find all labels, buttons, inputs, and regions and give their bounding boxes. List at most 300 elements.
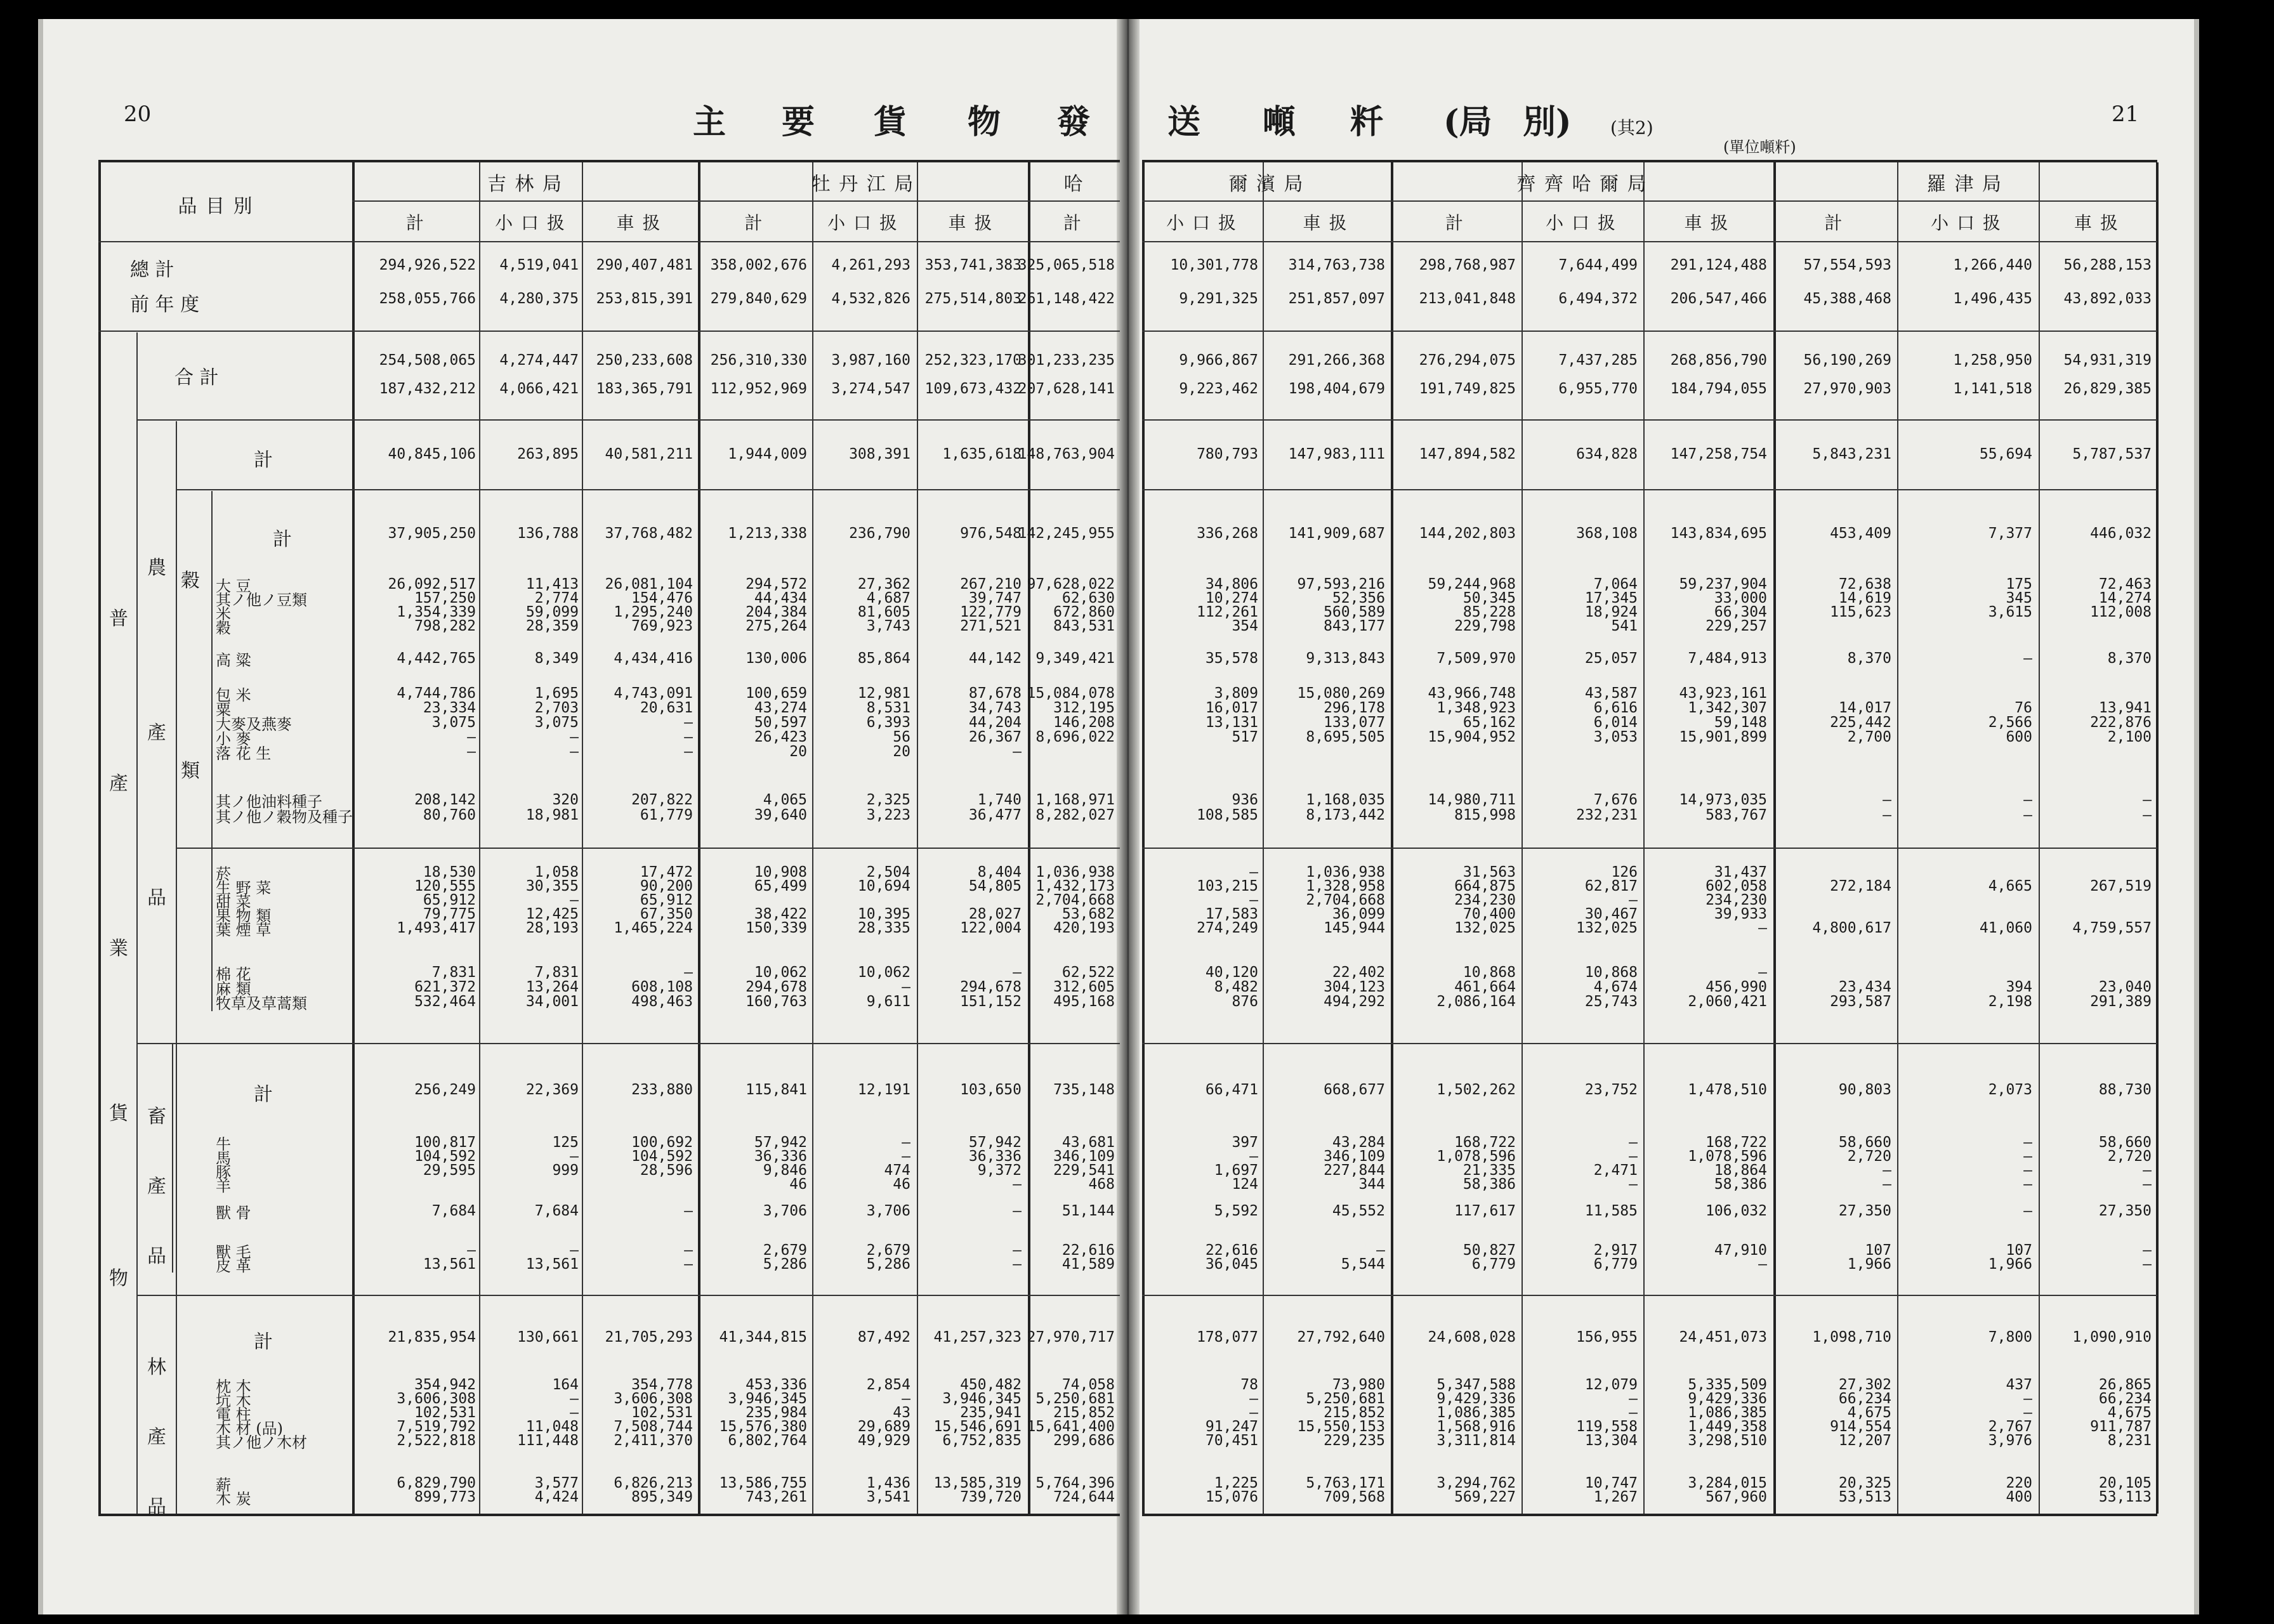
cell-rice: 18,924 (1584, 604, 1638, 620)
cell-sleeper: 453,336 (746, 1377, 807, 1393)
cell-othergrain: 108,585 (1197, 807, 1258, 823)
station-header-ha: 哈 (1063, 173, 1084, 195)
cell-hide: — (2143, 1256, 2152, 1273)
cell-grand_total: 56,288,153 (2063, 257, 2152, 273)
cell-hay: 9,611 (866, 993, 910, 1010)
cell-veg: 10,694 (857, 878, 910, 894)
row-label-grand-total: 總 計 (130, 259, 174, 281)
cell-wool: 50,827 (1462, 1242, 1516, 1259)
item-label: 木 炭 (216, 1490, 251, 1508)
cell-grand_total: 358,002,676 (710, 257, 807, 273)
cell-rice: 672,860 (1053, 604, 1115, 620)
cell-agri_total: 1,635,618 (942, 446, 1022, 462)
sub-header-small: 小 口 扱 (1546, 213, 1617, 233)
cell-forest_total: 27,970,717 (1027, 1329, 1115, 1346)
cell-fruit: 12,425 (525, 906, 579, 922)
cell-veg: 4,665 (1988, 878, 2032, 894)
cell-veg: 54,805 (968, 878, 1022, 894)
cell-beet: 65,912 (423, 892, 476, 908)
cell-kui: 17,472 (640, 864, 693, 881)
cell-pole: 102,531 (631, 1405, 693, 1421)
cell-hay: 151,152 (960, 993, 1022, 1010)
cell-pit: — (902, 1391, 910, 1407)
cell-soy: 7,064 (1593, 576, 1638, 593)
cell-livestock_total: 115,841 (746, 1082, 807, 1098)
cell-grain: 3,743 (866, 618, 910, 634)
cell-corn: 12,981 (857, 685, 910, 702)
cell-timber: 15,550,153 (1297, 1418, 1385, 1435)
cell-kui: 31,437 (1714, 864, 1767, 881)
cell-wheat: 600 (2006, 729, 2032, 745)
cell-prev_year: 6,494,372 (1558, 291, 1638, 307)
item-label: 其ノ他ノ木材 (216, 1434, 307, 1451)
cell-grand_total: 353,741,383 (924, 257, 1022, 273)
cell-sleeper: 164 (552, 1377, 579, 1393)
cell-hemp: 294,678 (746, 979, 807, 995)
unit-note: (單位噸粁) (1723, 138, 1796, 156)
cell-agri_total: 147,983,111 (1288, 446, 1385, 462)
cell-corn: 43,923,161 (1679, 685, 1767, 702)
cell-beet: 2,704,668 (1306, 892, 1385, 908)
cell-soy: 26,081,104 (605, 576, 693, 593)
cell-cotton: — (1013, 964, 1022, 981)
cell-corn: 43,587 (1584, 685, 1638, 702)
cell-wheat: 2,700 (1847, 729, 1891, 745)
cell-barley: 50,597 (754, 714, 807, 731)
sub-header-small: 小 口 扱 (1931, 213, 2002, 233)
cell-barley: 225,442 (1830, 714, 1891, 731)
cell-millet: 8,531 (866, 700, 910, 716)
cell-pulse: 14,274 (2098, 590, 2152, 606)
item-label: 其ノ他ノ豆類 (216, 591, 307, 609)
side-label-char: 類 (181, 760, 200, 782)
cell-soy: 72,638 (1838, 576, 1891, 593)
cell-cereal_total: 446,032 (2090, 525, 2152, 542)
cell-forest_total: 130,661 (517, 1329, 579, 1346)
cell-timber: 15,576,380 (719, 1418, 807, 1435)
cell-hay: 495,168 (1053, 993, 1115, 1010)
cell-cereal_total: 453,409 (1830, 525, 1891, 542)
cell-horse: 36,336 (754, 1148, 807, 1165)
cell-agri_total: 5,787,537 (2072, 446, 2152, 462)
cell-pit: 5,250,681 (1035, 1391, 1115, 1407)
cell-cattle: — (2023, 1134, 2032, 1151)
cell-pole: 43 (893, 1405, 910, 1421)
cell-charcoal: 400 (2006, 1489, 2032, 1505)
cell-othergrain: 61,779 (640, 807, 693, 823)
cell-kui: — (1249, 864, 1258, 881)
side-label-char: 品 (147, 1245, 166, 1267)
cell-grain: 229,257 (1705, 618, 1767, 634)
cell-kui: 31,563 (1462, 864, 1516, 881)
cell-timber: 7,519,792 (397, 1418, 476, 1435)
cell-timber: 7,508,744 (614, 1418, 693, 1435)
cell-firewood: 20,325 (1838, 1475, 1891, 1491)
cell-othertimber: 229,235 (1324, 1432, 1385, 1449)
station-header-luojin: 羅 津 局 (1926, 173, 2003, 195)
cell-cotton: 7,831 (431, 964, 476, 981)
cell-hide: 1,966 (1988, 1256, 2032, 1273)
cell-millet: 76 (2014, 700, 2032, 716)
cell-charcoal: 15,076 (1205, 1489, 1258, 1505)
cell-soy: 27,362 (857, 576, 910, 593)
cell-millet: 23,334 (423, 700, 476, 716)
item-label: 葉 煙 草 (216, 921, 272, 939)
cell-hemp: 13,264 (525, 979, 579, 995)
cell-timber: 11,048 (525, 1418, 579, 1435)
cell-hemp: 23,040 (2098, 979, 2152, 995)
cell-soy: 97,593,216 (1297, 576, 1385, 593)
cell-pulse: 14,619 (1838, 590, 1891, 606)
cell-sorghum: 7,484,913 (1688, 650, 1767, 667)
cell-barley: 3,075 (431, 714, 476, 731)
cell-wheat: 3,053 (1593, 729, 1638, 745)
cell-grand_total: 7,644,499 (1558, 257, 1638, 273)
cell-corn: 43,966,748 (1428, 685, 1516, 702)
cell-combined_b: 27,970,903 (1803, 381, 1891, 397)
cell-pit: 3,606,308 (397, 1391, 476, 1407)
cell-hemp: 394 (2006, 979, 2032, 995)
cell-wool: — (1013, 1242, 1022, 1259)
cell-sheep: 46 (893, 1176, 910, 1193)
cell-grand_total: 325,065,518 (1018, 257, 1115, 273)
cell-grand_total: 294,926,522 (379, 257, 476, 273)
cell-timber: 1,449,358 (1688, 1418, 1767, 1435)
cell-forest_total: 1,090,910 (2072, 1329, 2152, 1346)
cell-wheat: — (570, 729, 579, 745)
cell-combined_b: 109,673,432 (924, 381, 1022, 397)
cell-rice: 560,589 (1324, 604, 1385, 620)
cell-veg: 267,519 (2090, 878, 2152, 894)
cell-barley: 6,014 (1593, 714, 1638, 731)
cell-soy: 267,210 (960, 576, 1022, 593)
cell-pig: — (1883, 1162, 1891, 1179)
cell-othergrain: 18,981 (525, 807, 579, 823)
cell-agri_total: 263,895 (517, 446, 579, 462)
cell-millet: 20,631 (640, 700, 693, 716)
side-label-char: 普 (109, 608, 128, 630)
cell-sorghum: 44,142 (968, 650, 1022, 667)
cell-combined_a: 56,190,269 (1803, 352, 1891, 369)
sub-header-car: 車 扱 (616, 213, 662, 233)
cell-cattle: 57,942 (754, 1134, 807, 1151)
cell-millet: 312,195 (1053, 700, 1115, 716)
cell-barley: 3,075 (534, 714, 579, 731)
side-label-char: 畜 (147, 1106, 166, 1128)
cell-combined_b: 112,952,969 (710, 381, 807, 397)
cell-othergrain: 815,998 (1454, 807, 1516, 823)
cell-wool: 22,616 (1205, 1242, 1258, 1259)
cell-pole: 102,531 (414, 1405, 476, 1421)
cell-pole: 1,086,385 (1436, 1405, 1516, 1421)
cell-millet: 6,616 (1593, 700, 1638, 716)
cell-rice: 59,099 (525, 604, 579, 620)
cell-oilseed: 320 (552, 792, 579, 808)
cell-agri_total: 308,391 (849, 446, 910, 462)
cell-cotton: 10,062 (754, 964, 807, 981)
cell-oilseed: 208,142 (414, 792, 476, 808)
cell-rice: 122,779 (960, 604, 1022, 620)
cell-millet: 296,178 (1324, 700, 1385, 716)
cell-hide: 13,561 (423, 1256, 476, 1273)
cell-horse: 2,720 (1847, 1148, 1891, 1165)
cell-firewood: 10,747 (1584, 1475, 1638, 1491)
cell-horse: 2,720 (2107, 1148, 2152, 1165)
cell-fruit: 70,400 (1462, 906, 1516, 922)
cell-pit: — (570, 1391, 579, 1407)
cell-othertimber: 299,686 (1053, 1432, 1115, 1449)
cell-pulse: 50,345 (1462, 590, 1516, 606)
cell-fruit: 53,682 (1061, 906, 1115, 922)
cell-pole: 215,852 (1053, 1405, 1115, 1421)
cell-livestock_total: 90,803 (1838, 1082, 1891, 1098)
cell-tobacco: 132,025 (1454, 920, 1516, 936)
cell-tobacco: 1,493,417 (397, 920, 476, 936)
cell-timber: 911,787 (2090, 1418, 2152, 1435)
cell-firewood: 1,436 (866, 1475, 910, 1491)
cell-combined_b: 191,749,825 (1419, 381, 1516, 397)
item-label: 馬 (216, 1149, 231, 1167)
cell-beet: 65,912 (640, 892, 693, 908)
cell-forest_total: 41,344,815 (719, 1329, 807, 1346)
cell-soy: 34,806 (1205, 576, 1258, 593)
cell-sleeper: 74,058 (1061, 1377, 1115, 1393)
cell-firewood: 1,225 (1214, 1475, 1258, 1491)
cell-firewood: 3,284,015 (1688, 1475, 1767, 1491)
cell-cotton: 22,402 (1332, 964, 1385, 981)
cell-othertimber: 12,207 (1838, 1432, 1891, 1449)
cell-grain: 843,531 (1053, 618, 1115, 634)
cell-cattle: 397 (1232, 1134, 1258, 1151)
cell-pig: 229,541 (1053, 1162, 1115, 1179)
cell-othertimber: 3,976 (1988, 1432, 2032, 1449)
cell-wool: — (570, 1242, 579, 1259)
cell-timber: 914,554 (1830, 1418, 1891, 1435)
cell-kui: 1,036,938 (1306, 864, 1385, 881)
cell-charcoal: 709,568 (1324, 1489, 1385, 1505)
cell-bone: 11,585 (1584, 1203, 1638, 1219)
cell-charcoal: 743,261 (746, 1489, 807, 1505)
cell-tobacco: 28,193 (525, 920, 579, 936)
cell-bone: 5,592 (1214, 1203, 1258, 1219)
cell-charcoal: 4,424 (534, 1489, 579, 1505)
item-label: 小 麥 (216, 730, 251, 748)
cell-pole: 4,675 (1847, 1405, 1891, 1421)
cell-veg: 65,499 (754, 878, 807, 894)
cell-veg: 1,328,958 (1306, 878, 1385, 894)
cell-grain: 271,521 (960, 618, 1022, 634)
sub-header-car: 車 扱 (1303, 213, 1348, 233)
cell-rice: 1,295,240 (614, 604, 693, 620)
cell-oilseed: 207,822 (631, 792, 693, 808)
cell-othergrain: 8,173,442 (1306, 807, 1385, 823)
cell-hemp: 461,664 (1454, 979, 1516, 995)
cell-cotton: 7,831 (534, 964, 579, 981)
cell-combined_a: 256,310,330 (710, 352, 807, 369)
cell-cereal_total: 37,905,250 (388, 525, 476, 542)
cell-prev_year: 279,840,629 (710, 291, 807, 307)
sub-header-small: 小 口 扱 (827, 213, 898, 233)
cell-bone: 27,350 (2098, 1203, 2152, 1219)
item-label: 木 材 (品) (216, 1420, 283, 1437)
cell-sheep: 344 (1358, 1176, 1385, 1193)
cell-livestock_total: 12,191 (857, 1082, 910, 1098)
cell-firewood: 5,764,396 (1035, 1475, 1115, 1491)
cell-grain: 843,177 (1324, 618, 1385, 634)
cell-othertimber: 111,448 (517, 1432, 579, 1449)
cell-pulse: 62,630 (1061, 590, 1115, 606)
cell-peanut: — (1013, 743, 1022, 760)
cell-veg: 602,058 (1705, 878, 1767, 894)
cell-tobacco: 145,944 (1324, 920, 1385, 936)
cell-kui: 2,504 (866, 864, 910, 881)
title-char: 粁 (1350, 103, 1384, 141)
cell-prev_year: 9,291,325 (1179, 291, 1258, 307)
cell-agri_total: 780,793 (1197, 446, 1258, 462)
item-label: 生 野 菜 (216, 879, 272, 897)
cell-corn: 100,659 (746, 685, 807, 702)
cell-wool: 22,616 (1061, 1242, 1115, 1259)
cell-barley: 13,131 (1205, 714, 1258, 731)
title-char: (局 (1443, 103, 1492, 141)
side-label-char: 產 (147, 722, 166, 744)
cell-fruit: 17,583 (1205, 906, 1258, 922)
cell-hay: 2,086,164 (1436, 993, 1516, 1010)
right-page-edge (2194, 19, 2199, 1614)
cell-livestock_total: 66,471 (1205, 1082, 1258, 1098)
cell-forest_total: 41,257,323 (933, 1329, 1022, 1346)
cell-wheat: 8,695,505 (1306, 729, 1385, 745)
cell-livestock_total: 233,880 (631, 1082, 693, 1098)
cell-oilseed: 14,980,711 (1428, 792, 1516, 808)
cell-pig: 999 (552, 1162, 579, 1179)
cell-tobacco: 4,800,617 (1812, 920, 1891, 936)
cell-grand_total: 10,301,778 (1170, 257, 1258, 273)
cell-beet: — (1249, 892, 1258, 908)
cell-sleeper: 26,865 (2098, 1377, 2152, 1393)
cell-combined_a: 9,966,867 (1179, 352, 1258, 369)
cell-cotton: 10,062 (857, 964, 910, 981)
cell-sleeper: 450,482 (960, 1377, 1022, 1393)
station-header-qiqihar: 齊 齊 哈 爾 局 (1516, 173, 1648, 195)
cell-pole: — (1629, 1405, 1638, 1421)
cell-timber: 15,546,691 (933, 1418, 1022, 1435)
cell-fruit: 67,350 (640, 906, 693, 922)
cell-wool: 107 (2006, 1242, 2032, 1259)
item-label: 高 粱 (216, 652, 251, 669)
cell-combined_a: 252,323,170 (924, 352, 1022, 369)
cell-cattle: — (1629, 1134, 1638, 1151)
cell-pig: — (2143, 1162, 2152, 1179)
cell-pig: 474 (884, 1162, 910, 1179)
cell-veg: 272,184 (1830, 878, 1891, 894)
cell-hide: — (1013, 1256, 1022, 1273)
cell-combined_a: 7,437,285 (1558, 352, 1638, 369)
cell-cattle: 125 (552, 1134, 579, 1151)
cell-corn: 4,744,786 (397, 685, 476, 702)
side-label-char: 貨 (109, 1103, 128, 1125)
cell-combined_b: 6,955,770 (1558, 381, 1638, 397)
cell-wheat: 26,423 (754, 729, 807, 745)
cell-millet: 34,743 (968, 700, 1022, 716)
cell-othertimber: 13,304 (1584, 1432, 1638, 1449)
cell-charcoal: 739,720 (960, 1489, 1022, 1505)
station-header-mudanjiang: 牡 丹 江 局 (811, 173, 915, 195)
series-note: (其2) (1610, 117, 1653, 138)
cell-sheep: 46 (789, 1176, 807, 1193)
cell-hay: 160,763 (746, 993, 807, 1010)
cell-sleeper: 12,079 (1584, 1377, 1638, 1393)
cell-horse: — (2023, 1148, 2032, 1165)
side-label-char: 穀 (181, 570, 200, 592)
cell-hemp: 304,123 (1324, 979, 1385, 995)
cell-sorghum: 9,313,843 (1306, 650, 1385, 667)
cell-pole: 1,086,385 (1688, 1405, 1767, 1421)
cell-tobacco: 28,335 (857, 920, 910, 936)
cell-combined_a: 1,258,950 (1953, 352, 2032, 369)
cell-sleeper: 5,335,509 (1688, 1377, 1767, 1393)
cell-pit: 3,946,345 (942, 1391, 1022, 1407)
cell-peanut: 20 (789, 743, 807, 760)
cell-tobacco: — (1758, 920, 1767, 936)
cell-combined_b: 184,794,055 (1670, 381, 1767, 397)
item-label: 大麥及燕麥 (216, 716, 292, 733)
cell-pulse: 154,476 (631, 590, 693, 606)
cell-sorghum: — (2023, 650, 2032, 667)
cell-veg: 664,875 (1454, 878, 1516, 894)
cell-pulse: 52,356 (1332, 590, 1385, 606)
cell-oilseed: 2,325 (866, 792, 910, 808)
item-label: 包 米 (216, 686, 251, 704)
title-char: 發 (1057, 103, 1091, 141)
cell-agri_total: 5,843,231 (1812, 446, 1891, 462)
cell-soy: 59,237,904 (1679, 576, 1767, 593)
cell-combined_b: 198,404,679 (1288, 381, 1385, 397)
cell-hemp: 456,990 (1705, 979, 1767, 995)
cell-tobacco: 150,339 (746, 920, 807, 936)
cell-wheat: — (684, 729, 693, 745)
cell-cereal_total: 144,202,803 (1419, 525, 1516, 542)
cell-kui: 1,058 (534, 864, 579, 881)
sub-header-car: 車 扱 (948, 213, 994, 233)
cell-bone: 117,617 (1454, 1203, 1516, 1219)
cell-charcoal: 567,960 (1705, 1489, 1767, 1505)
cell-sleeper: 354,778 (631, 1377, 693, 1393)
cell-grand_total: 291,124,488 (1670, 257, 1767, 273)
side-label-char: 產 (109, 773, 128, 795)
cell-wheat: 15,901,899 (1679, 729, 1767, 745)
cell-sheep: 58,386 (1714, 1176, 1767, 1193)
cell-barley: 146,208 (1053, 714, 1115, 731)
title-char: 物 (968, 103, 1001, 141)
cell-pig: 28,596 (640, 1162, 693, 1179)
cell-combined_a: 250,233,608 (596, 352, 693, 369)
cell-hay: 494,292 (1324, 993, 1385, 1010)
cell-othergrain: 3,223 (866, 807, 910, 823)
cell-cotton: 10,868 (1584, 964, 1638, 981)
cell-horse: — (1629, 1148, 1638, 1165)
cell-pulse: 10,274 (1205, 590, 1258, 606)
cell-hemp: 312,605 (1053, 979, 1115, 995)
cell-prev_year: 275,514,803 (924, 291, 1022, 307)
item-label: 坑 木 (216, 1392, 251, 1410)
station-header-harbin: 爾 濱 局 (1228, 173, 1305, 195)
cell-pole: 235,984 (746, 1405, 807, 1421)
item-label: 豚 (216, 1163, 231, 1181)
cell-prev_year: 213,041,848 (1419, 291, 1516, 307)
cell-oilseed: 14,973,035 (1679, 792, 1767, 808)
cell-kui: 8,404 (977, 864, 1022, 881)
